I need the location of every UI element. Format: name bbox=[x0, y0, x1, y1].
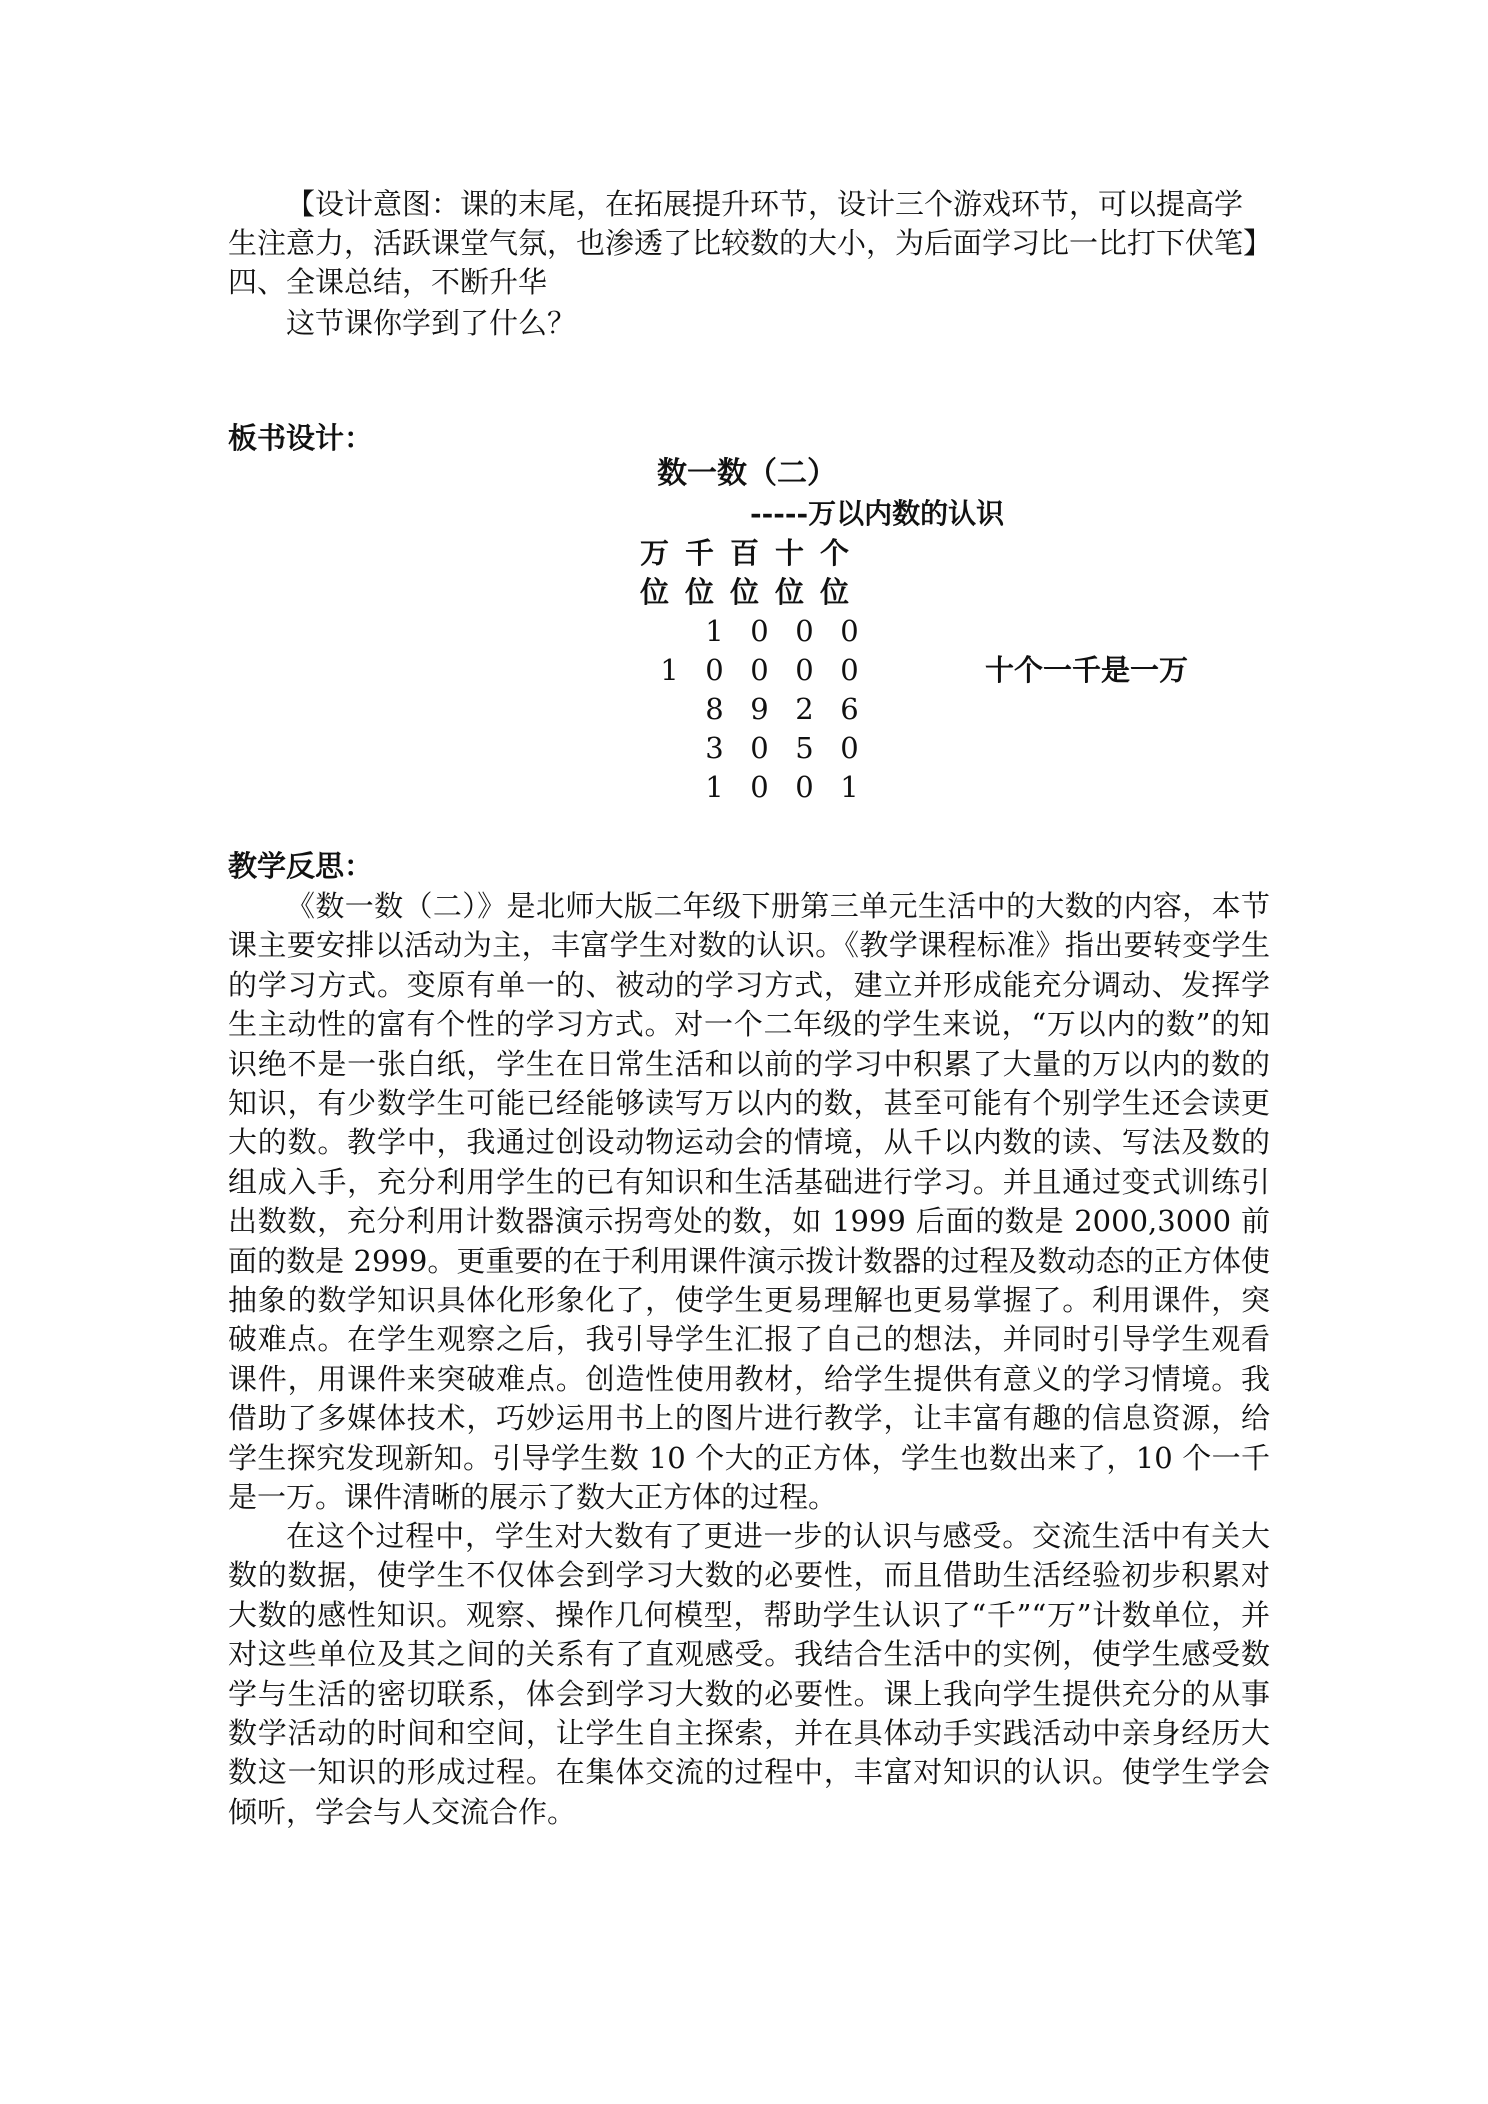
board-title: 数一数（二） bbox=[657, 456, 837, 491]
digit: 0 bbox=[795, 653, 814, 687]
digit: 0 bbox=[750, 614, 769, 648]
digit: 6 bbox=[840, 692, 859, 726]
reflection-label: 教学反思： bbox=[228, 849, 374, 883]
place-name: 个 bbox=[820, 536, 850, 570]
place-name: 万 bbox=[640, 536, 670, 570]
digit: 0 bbox=[795, 614, 814, 648]
digit: 0 bbox=[750, 770, 769, 804]
place-suffix: 位 bbox=[730, 575, 760, 609]
place-name: 千 bbox=[685, 536, 715, 570]
place-value-names bbox=[640, 535, 865, 571]
design-intent-line-2: 生注意力，活跃课堂气氛，也渗透了比较数的大小，为后面学习比一比打下伏笔】 bbox=[228, 226, 1273, 260]
place-suffix: 位 bbox=[685, 575, 715, 609]
digit: 0 bbox=[840, 731, 859, 765]
board-design-label: 板书设计： bbox=[228, 421, 374, 455]
summary-question: 这节课你学到了什么？ bbox=[286, 306, 577, 340]
digit: 1 bbox=[660, 653, 679, 687]
design-intent-line-1: 【设计意图：课的末尾，在拓展提升环节，设计三个游戏环节，可以提高学 bbox=[286, 187, 1244, 221]
board-subtitle: -----万以内数的认识 bbox=[750, 497, 1005, 530]
digit: 5 bbox=[795, 731, 814, 765]
digit: 2 bbox=[795, 692, 814, 726]
digit: 1 bbox=[840, 770, 859, 804]
digit: 8 bbox=[705, 692, 724, 726]
place-value-suffixes bbox=[640, 574, 865, 610]
number-row-3050 bbox=[692, 730, 872, 766]
number-row-8926 bbox=[692, 691, 872, 727]
digit: 0 bbox=[795, 770, 814, 804]
place-suffix: 位 bbox=[640, 575, 670, 609]
place-name: 百 bbox=[730, 536, 760, 570]
digit: 1 bbox=[705, 614, 724, 648]
place-name: 十 bbox=[775, 536, 805, 570]
number-row-1000 bbox=[692, 613, 872, 649]
digit: 9 bbox=[750, 692, 769, 726]
section-heading: 四、全课总结，不断升华 bbox=[228, 265, 548, 299]
reflection-paragraph-1: 《数一数（二）》是北师大版二年级下册第三单元生活中的大数的内容，本节课主要安排以活动为主，丰富学生对数的认识。《教学课程标准》指出要转变学生的学习方式。变原有单一的、被动的学习方式，建立并形成能充分调动、发挥学生主动性的富有个性的学习方式。对一个二年级的学生来说，“万以内的数”的知识绝不是一张白纸，学生在日常生活和以前的学习中积累了大量的万以内的数的知识，有少数学生可能已经能够读写万以内的数，甚至可能有个别学生还会读更大的数。教学中，我通过创设动物运动会的情境，从千以内数的读、写法及数的组成入手，充分利用学生的已有知识和生活基础进行学习。并且通过变式训练引出数数，充分利用计数器演示拐弯处的数，如 1999 后面的数是 2000,3000 前面的数是 2999。更重要的在于利用课件演示拨计数器的过程及数动态的正方体使抽象的数学知识具体化形象化了，使学生更易理解也更易掌握了。利用课件，突破难点。在学生观察之后，我引导学生汇报了自己的想法，并同时引导学生观看课件，用课件来突破难点。创造性使用教材，给学生提供有意义的学习情境。我借助了多媒体技术，巧妙运用书上的图片进行教学，让丰富有趣的信息资源，给学生探究发现新知。引导学生数 10 个大的正方体，学生也数出来了，10 个一千是一万。课件清晰的展示了数大正方体的过程。 bbox=[228, 889, 1270, 1515]
digit: 3 bbox=[705, 731, 724, 765]
board-note: 十个一千是一万 bbox=[985, 653, 1189, 687]
place-suffix: 位 bbox=[820, 575, 850, 609]
number-row-1001 bbox=[692, 769, 872, 805]
digit: 0 bbox=[840, 653, 859, 687]
number-row-10000 bbox=[647, 652, 872, 688]
digit: 0 bbox=[750, 653, 769, 687]
digit: 1 bbox=[705, 770, 724, 804]
place-suffix: 位 bbox=[775, 575, 805, 609]
digit: 0 bbox=[750, 731, 769, 765]
reflection-paragraph-2: 在这个过程中，学生对大数有了更进一步的认识与感受。交流生活中有关大数的数据，使学生不仅体会到学习大数的必要性，而且借助生活经验初步积累对大数的感性知识。观察、操作几何模型，帮助学生认识了“千”“万”计数单位，并对这些单位及其之间的关系有了直观感受。我结合生活中的实例，使学生感受数学与生活的密切联系，体会到学习大数的必要性。课上我向学生提供充分的从事数学活动的时间和空间，让学生自主探索，并在具体动手实践活动中亲身经历大数这一知识的形成过程。在集体交流的过程中，丰富对知识的认识。使学生学会倾听，学会与人交流合作。 bbox=[228, 1519, 1270, 1829]
digit: 0 bbox=[705, 653, 724, 687]
digit: 0 bbox=[840, 614, 859, 648]
